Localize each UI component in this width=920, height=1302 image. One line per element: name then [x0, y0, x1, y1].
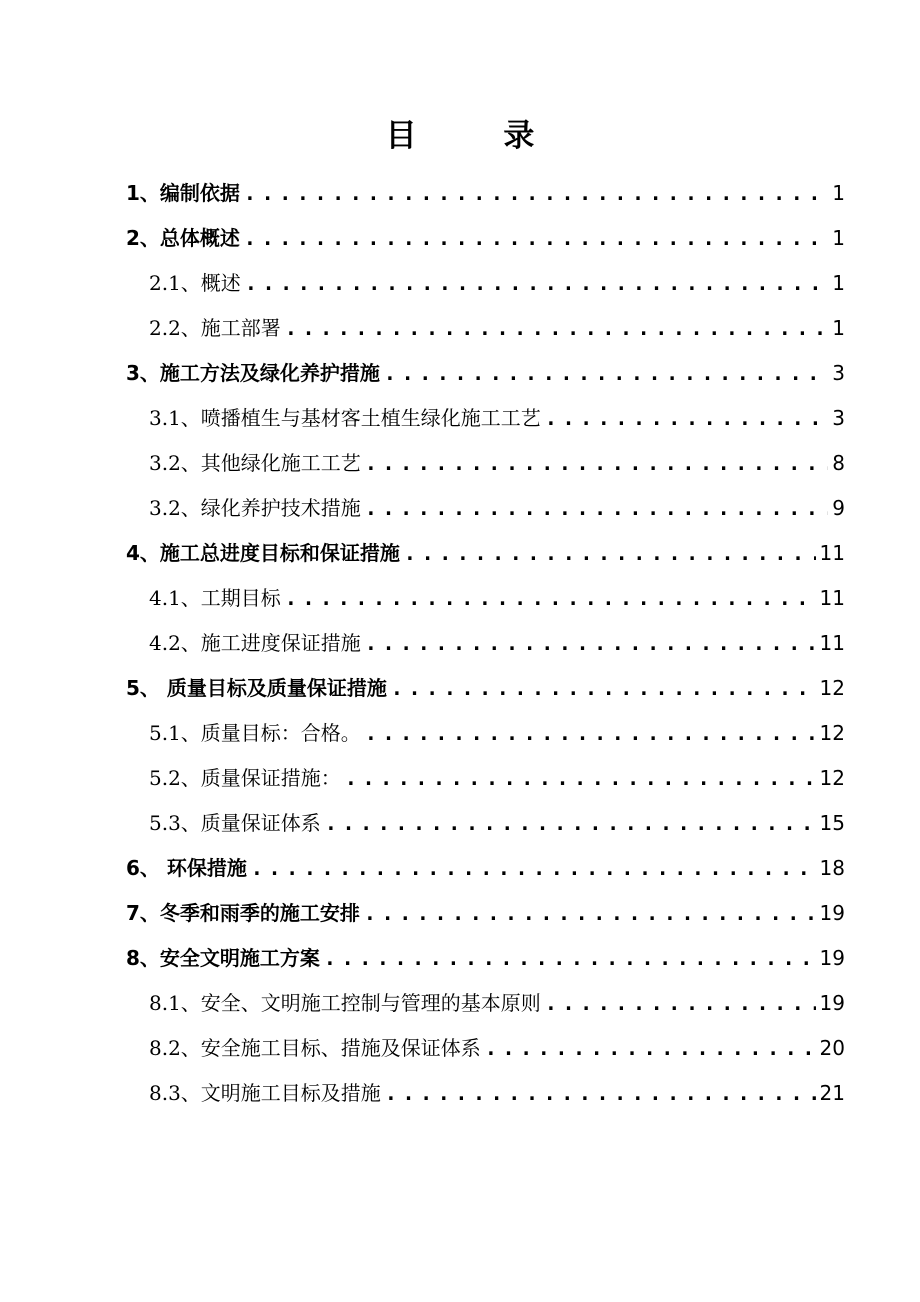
toc-dot-leader [285, 306, 828, 351]
toc-entry[interactable] [0, 171, 845, 216]
toc-entry-text: 8.3、文明施工目标及措施 [149, 1081, 381, 1105]
toc-entry-page-number: 11 [819, 541, 845, 565]
toc-entry[interactable] [0, 801, 845, 846]
toc-entry-text: 8.1、安全、文明施工控制与管理的基本原则 [149, 991, 541, 1015]
toc-entry[interactable] [0, 531, 845, 576]
toc-entry-text: 8、安全文明施工方案 [126, 946, 320, 970]
toc-title: 目 录 [385, 118, 573, 154]
toc-entry-text: 6、 环保措施 [126, 856, 247, 880]
toc-entry-page-number: 1 [832, 181, 845, 205]
toc-entry-text: 3.2、绿化养护技术措施 [149, 496, 361, 520]
toc-entry[interactable] [0, 1071, 845, 1116]
toc-entry[interactable] [0, 306, 845, 351]
toc-dot-leader [251, 846, 816, 891]
toc-entry[interactable] [0, 621, 845, 666]
toc-dot-leader [285, 576, 816, 621]
toc-entry[interactable] [0, 1026, 845, 1071]
toc-dot-leader [365, 441, 828, 486]
toc-dot-leader [485, 1026, 816, 1071]
toc-entry-text: 3、施工方法及绿化养护措施 [126, 361, 380, 385]
toc-dot-leader [384, 351, 828, 396]
toc-entry[interactable] [0, 666, 845, 711]
toc-entry-text: 4、施工总进度目标和保证措施 [126, 541, 400, 565]
toc-entry-page-number: 1 [832, 271, 845, 295]
toc-entry-page-number: 19 [819, 946, 845, 970]
toc-entry-page-number: 19 [819, 991, 845, 1015]
toc-entry-text: 5、 质量目标及质量保证措施 [126, 676, 387, 700]
toc-entry-page-number: 1 [832, 316, 845, 340]
toc-dot-leader [365, 486, 828, 531]
toc-entry-text: 2.2、施工部署 [149, 316, 281, 340]
toc-dot-leader [324, 936, 816, 981]
toc-entry[interactable] [0, 261, 845, 306]
toc-entry-text: 4.1、工期目标 [149, 586, 281, 610]
toc-entry[interactable] [0, 441, 845, 486]
toc-entry-page-number: 12 [819, 676, 845, 700]
toc-entry-page-number: 1 [832, 226, 845, 250]
toc-entry[interactable] [0, 216, 845, 261]
toc-dot-leader [404, 531, 816, 576]
toc-entry-page-number: 8 [832, 451, 845, 475]
toc-dot-leader [364, 891, 816, 936]
toc-entry-page-number: 11 [819, 586, 845, 610]
toc-dot-leader [325, 801, 816, 846]
toc-entry-page-number: 11 [819, 631, 845, 655]
toc-entry-text: 3.2、其他绿化施工工艺 [149, 451, 361, 475]
toc-entry-text: 1、编制依据 [126, 181, 240, 205]
toc-entry-page-number: 12 [819, 721, 845, 745]
toc-entry[interactable] [0, 936, 845, 981]
toc-entry[interactable] [0, 351, 845, 396]
toc-entry[interactable] [0, 981, 845, 1026]
toc-entry[interactable] [0, 576, 845, 621]
toc-entry[interactable] [0, 396, 845, 441]
toc-entry-page-number: 15 [819, 811, 845, 835]
toc-entry-text: 7、冬季和雨季的施工安排 [126, 901, 360, 925]
toc-entry-text: 5.3、质量保证体系 [149, 811, 321, 835]
toc-entry-text: 2、总体概述 [126, 226, 240, 250]
toc-dot-leader [244, 171, 828, 216]
toc-entry[interactable] [0, 846, 845, 891]
toc-entry-page-number: 12 [819, 766, 845, 790]
toc-dot-leader [244, 216, 828, 261]
toc-entry-page-number: 3 [832, 361, 845, 385]
toc-dot-leader [245, 261, 828, 306]
toc-dot-leader [365, 621, 816, 666]
toc-dot-leader [391, 666, 816, 711]
toc-entry[interactable] [0, 711, 845, 756]
toc-dot-leader [385, 1071, 816, 1116]
toc-entry-page-number: 18 [819, 856, 845, 880]
toc-entry-text: 3.1、喷播植生与基材客土植生绿化施工工艺 [149, 406, 541, 430]
toc-entry-page-number: 20 [819, 1036, 845, 1060]
toc-entry-page-number: 21 [819, 1081, 845, 1105]
toc-dot-leader [545, 396, 828, 441]
toc-dot-leader [545, 981, 816, 1026]
toc-list [0, 171, 920, 1116]
toc-entry[interactable] [0, 486, 845, 531]
toc-entry-text: 8.2、安全施工目标、措施及保证体系 [149, 1036, 481, 1060]
toc-entry-text: 5.1、质量目标：合格。 [149, 721, 361, 745]
toc-entry-page-number: 9 [832, 496, 845, 520]
toc-dot-leader [345, 756, 816, 801]
toc-entry-page-number: 19 [819, 901, 845, 925]
toc-entry-text: 5.2、质量保证措施： [149, 766, 341, 790]
toc-entry[interactable] [0, 756, 845, 801]
toc-entry-text: 4.2、施工进度保证措施 [149, 631, 361, 655]
toc-entry-text: 2.1、概述 [149, 271, 241, 295]
toc-dot-leader [365, 711, 816, 756]
toc-entry[interactable] [0, 891, 845, 936]
toc-entry-page-number: 3 [832, 406, 845, 430]
